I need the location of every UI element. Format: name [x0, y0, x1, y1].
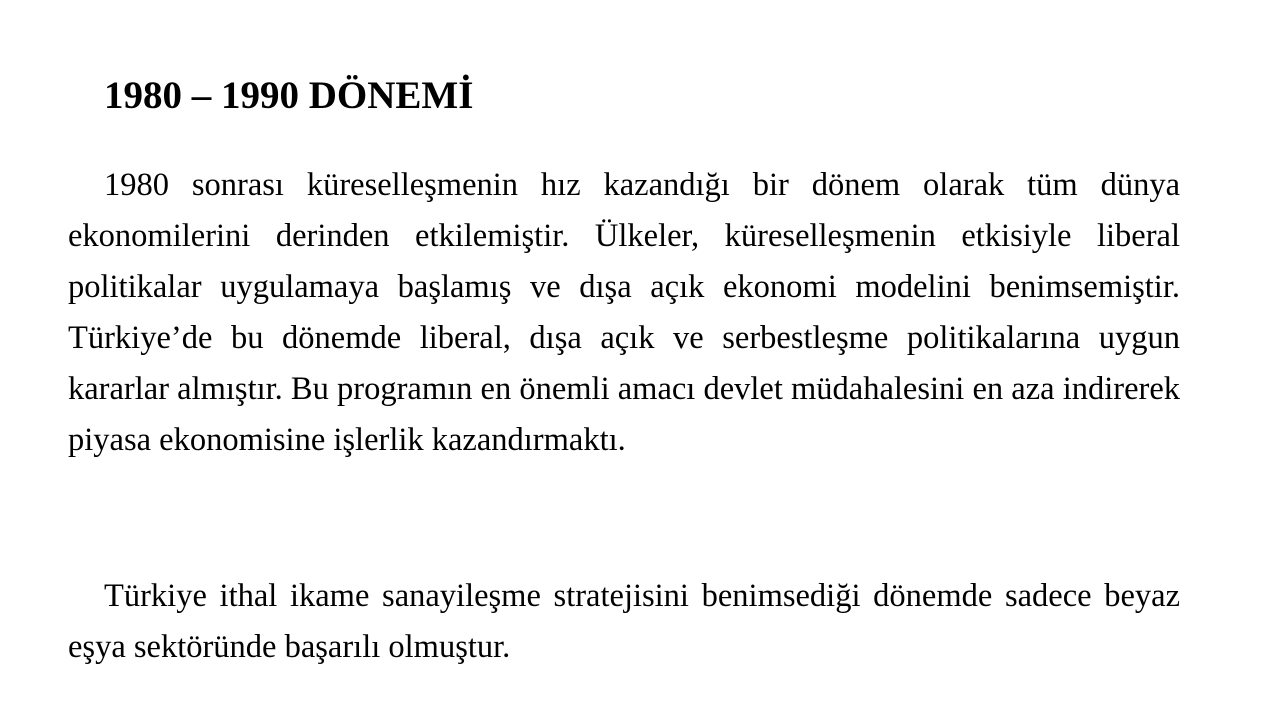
paragraph-1: 1980 sonrası küreselleşmenin hız kazandığı bir dönem olarak tüm dünya ekonomilerini derinden etkilemiştir. Ülkeler, küreselleşmenin etkisiyle liberal politikalar uygulamaya başlamış ve dışa açık ekonomi modelini benimsemiştir. Türkiye’de bu dönemde liberal, dışa açık ve serbestleşme politikalarına uygun kararlar almıştır. Bu programın en önemli amacı devlet müdahalesini en aza indirerek piyasa ekonomisine işlerlik kazandırmaktı.: [68, 167, 1180, 458]
section-heading: 1980 – 1990 DÖNEMİ: [104, 74, 474, 117]
paragraph-2: Türkiye ithal ikame sanayileşme stratejisini benimsediği dönemde sadece beyaz eşya sektöründe başarılı olmuştur.: [68, 578, 1180, 665]
